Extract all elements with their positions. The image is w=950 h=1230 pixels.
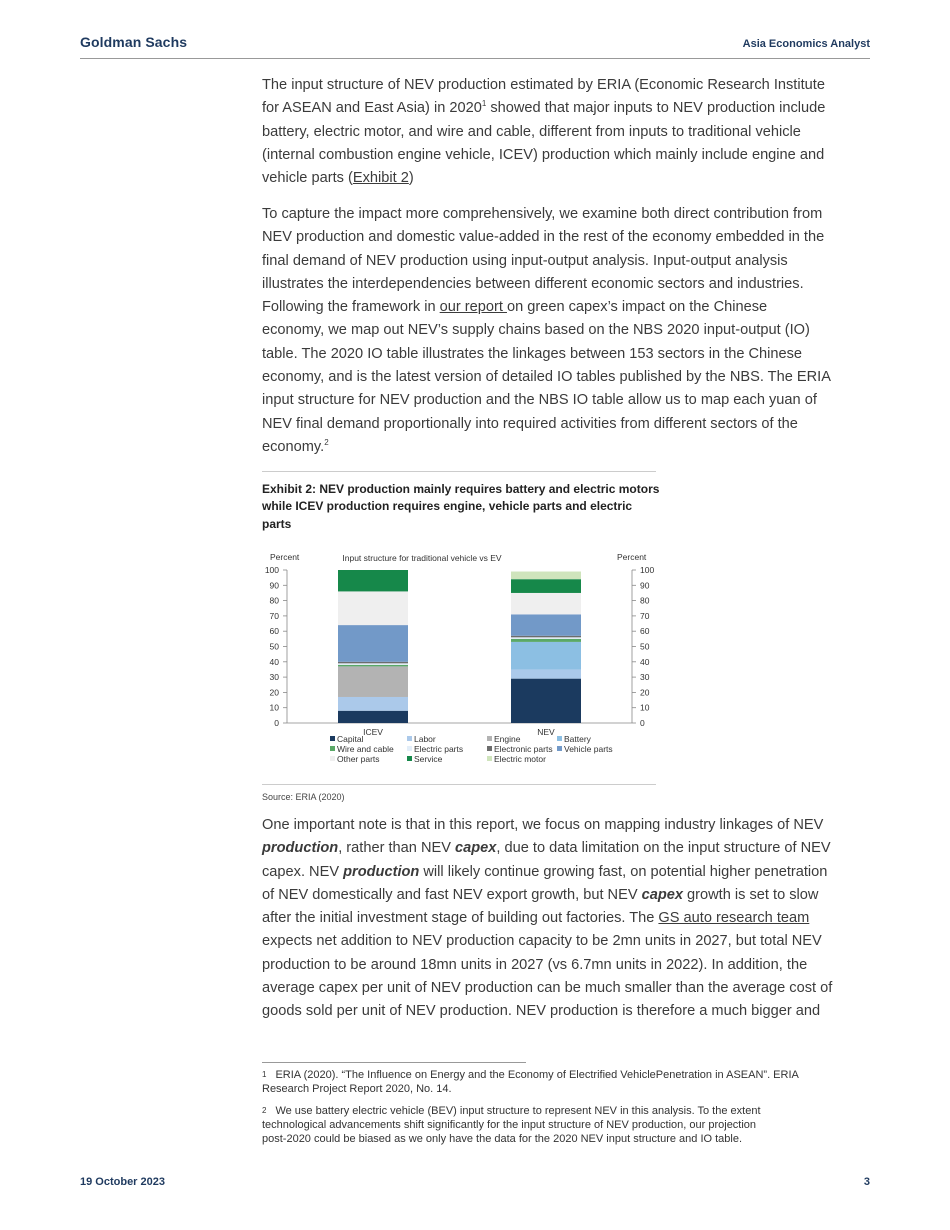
text-span: showed that major inputs to NEV production include [486,100,826,117]
legend-swatch [407,746,412,751]
emphasis-capex: capex [455,840,497,857]
text-span: on green capex’s impact on the Chinese [506,299,768,316]
text-span: economy. [262,438,325,455]
text-span: ) [408,170,414,187]
text-line [262,436,874,459]
y-tick-label-left: 40 [269,656,279,667]
footnote-number: 1 [262,1070,267,1079]
legend-label: Vehicle parts [564,744,613,754]
text-line [262,837,874,860]
text-line: economy, and is the latest version of detailed IO tables published by the NBS. The ERIA [262,369,831,386]
text-line: The input structure of NEV production estimated by ERIA (Economic Research Institute [262,77,825,93]
footnote-line [262,1104,872,1118]
y-tick-label-left: 100 [264,565,279,575]
y-tick-label-left: 80 [269,595,279,606]
chart-title: Input structure for traditional vehicle vs EV [342,553,502,563]
legend-label: Engine [494,734,521,744]
x-tick-label: ICEV [363,727,383,737]
paragraph-3 [262,814,874,1024]
legend-swatch [330,746,335,751]
text-line: One important note is that in this report, we focus on mapping industry linkages of NEV [262,817,824,833]
gs-auto-research-link[interactable]: GS auto research team [658,910,810,927]
bar-segment-icev-other-parts [338,591,408,625]
emphasis-capex: capex [641,886,683,903]
text-span: , rather than NEV [338,840,456,857]
y-axis-label-left: Percent [270,552,300,562]
legend-swatch [330,756,335,761]
text-span: capex. NEV [262,863,344,880]
exhibit-title [262,481,662,533]
legend-label: Other parts [337,754,380,764]
bar-segment-icev-engine [338,666,408,697]
text-line [262,907,874,930]
exhibit-title-line: Exhibit 2: NEV production mainly requires battery and electric motors [262,482,660,496]
y-tick-label-right: 70 [640,610,650,621]
text-span: vehicle parts ( [262,170,353,187]
exhibit-top-rule [262,471,656,472]
bar-segment-nev-electric-parts [511,637,581,639]
bar-segment-nev-battery [511,642,581,670]
our-report-link[interactable]: our report [439,299,507,316]
legend-swatch [407,736,412,741]
y-tick-label-right: 20 [640,687,650,698]
legend-swatch [557,746,562,751]
emphasis-production: production [343,863,420,880]
page-number: 3 [863,1176,870,1188]
text-line: To capture the impact more comprehensively, we examine both direct contribution from [262,206,823,222]
y-tick-label-right: 10 [640,702,650,713]
footnote-text: ERIA (2020). “The Influence on Energy and the Economy of Electrified VehiclePenetration in ASEAN”. ERIA [275,1069,799,1081]
text-span: of NEV domestically and fast NEV export growth, but NEV [262,886,642,903]
y-tick-label-right: 60 [640,626,650,637]
y-tick-label-right: 40 [640,656,650,667]
bar-segment-nev-labor [511,669,581,678]
text-line: NEV final demand proportionally into required activities from different sectors of the [262,415,798,432]
chart-legend [330,734,613,764]
legend-swatch [487,746,492,751]
legend-label: Electric motor [494,754,546,764]
footnote-number: 2 [262,1106,267,1115]
y-tick-label-right: 0 [640,718,645,728]
bar-segment-nev-vehicle-parts [511,614,581,635]
text-line [262,296,874,319]
header-divider [80,58,870,59]
text-line [262,167,874,190]
text-span: , due to data limitation on the input structure of NEV [496,840,831,857]
bar-segment-icev-electric-parts [338,663,408,665]
footnote-2 [262,1104,872,1147]
y-tick-label-right: 30 [640,672,650,683]
paragraph-2 [262,203,874,459]
bar-segment-icev-wire-and-cable [338,665,408,667]
y-tick-label-left: 90 [269,580,279,591]
y-tick-label-left: 50 [269,641,279,652]
bar-segment-nev-electric-motor [511,572,581,580]
bar-segment-icev-labor [338,697,408,711]
footnote-line: technological advancements shift significantly for the input structure of NEV production, our projection [262,1119,757,1132]
footnote-1 [262,1068,872,1096]
y-axis-label-right: Percent [617,552,647,562]
legend-swatch [487,756,492,761]
text-line: expects net addition to NEV production capacity to be 2mn units in 2027, but total NEV [262,933,822,950]
legend-swatch [407,756,412,761]
footnote-divider [262,1062,526,1063]
text-line: NEV production and domestic value-added in the rest of the economy embedded in the [262,229,825,246]
chart-axes [265,565,655,728]
exhibit-2-link[interactable]: Exhibit 2 [352,170,409,187]
text-line: average capex per unit of NEV production can be much smaller than the average cost of [262,980,833,997]
legend-label: Wire and cable [337,744,394,754]
footnote-ref-1[interactable]: 1 [481,99,487,109]
footnote-line: post-2020 could be biased as we only have the data for the 2020 NEV input structure and IO table. [262,1133,743,1146]
text-line: final demand of NEV production using input-output analysis. Input-output analysis [262,252,788,269]
paragraph-1 [262,74,874,190]
brand-logo: Goldman Sachs [80,34,188,50]
legend-swatch [330,736,335,741]
text-line: table. The 2020 IO table illustrates the linkages between 153 sectors in the Chinese [262,345,803,362]
text-line [262,861,874,884]
y-tick-label-right: 90 [640,580,650,591]
legend-label: Electronic parts [494,744,553,754]
text-line: goods sold per unit of NEV production. NEV production is therefore a much bigger and [262,1003,821,1020]
y-tick-label-left: 10 [269,702,279,713]
bar-segment-icev-vehicle-parts [338,625,408,662]
legend-label: Service [414,754,443,764]
bar-segment-nev-service [511,579,581,593]
emphasis-production: production [262,840,339,857]
text-span: will likely continue growing fast, on potential higher penetration [419,863,828,880]
y-tick-label-right: 50 [640,641,650,652]
legend-swatch [487,736,492,741]
legend-label: Labor [414,734,436,744]
y-tick-label-left: 70 [269,610,279,621]
bar-segment-icev-electronic-parts [338,662,408,664]
exhibit-bottom-rule [262,784,656,785]
text-span: for ASEAN and East Asia) in 2020 [262,100,482,117]
text-line: input structure for NEV production and the NBS IO table allow us to map each yuan of [262,392,817,409]
report-date: 19 October 2023 [80,1176,165,1188]
text-line: economy, we map out NEV’s supply chains based on the NBS 2020 input-output (IO) [262,322,810,339]
bar-segment-nev-electronic-parts [511,636,581,638]
text-line [262,884,874,907]
legend-label: Electric parts [414,744,464,754]
legend-label: Capital [337,734,364,744]
footnote-ref-2[interactable]: 2 [324,438,329,448]
text-line: illustrates the interdependencies between different economic sectors and industries. [262,275,804,292]
y-tick-label-right: 80 [640,595,650,606]
bar-segment-icev-capital [338,711,408,723]
text-line [262,97,874,120]
y-tick-label-left: 60 [269,626,279,637]
legend-swatch [557,736,562,741]
stacked-bar-chart [250,545,670,775]
y-tick-label-left: 30 [269,672,279,683]
chart-bars [338,570,581,737]
text-span: Following the framework in [262,299,440,316]
footnote-text: We use battery electric vehicle (BEV) input structure to represent NEV in this analysis. To the extent [275,1105,761,1117]
footnote-line: Research Project Report 2020, No. 14. [262,1083,452,1096]
exhibit-title-line: while ICEV production requires engine, vehicle parts and electric [262,499,633,514]
x-tick-label: NEV [537,727,555,737]
text-line: battery, electric motor, and wire and cable, different from inputs to traditional vehicle [262,123,801,140]
text-span: growth is set to slow [683,886,819,903]
text-span: after the initial investment stage of building out factories. The [262,910,659,927]
exhibit-source: Source: ERIA (2020) [262,792,345,802]
exhibit-title-line: parts [262,516,292,531]
publication-title: Asia Economics Analyst [742,38,870,50]
y-tick-label-right: 100 [640,565,655,575]
bar-segment-nev-other-parts [511,593,581,614]
text-line: production to be around 18mn units in 2027 (vs 6.7mn units in 2022). In addition, the [262,956,808,973]
bar-segment-nev-capital [511,679,581,723]
legend-label: Battery [564,734,591,744]
y-tick-label-left: 20 [269,687,279,698]
y-tick-label-left: 0 [274,718,279,728]
text-line: (internal combustion engine vehicle, ICEV) production which mainly include engine and [262,146,825,163]
footnote-line [262,1068,872,1082]
bar-segment-icev-service [338,570,408,591]
bar-segment-nev-wire-and-cable [511,639,581,642]
